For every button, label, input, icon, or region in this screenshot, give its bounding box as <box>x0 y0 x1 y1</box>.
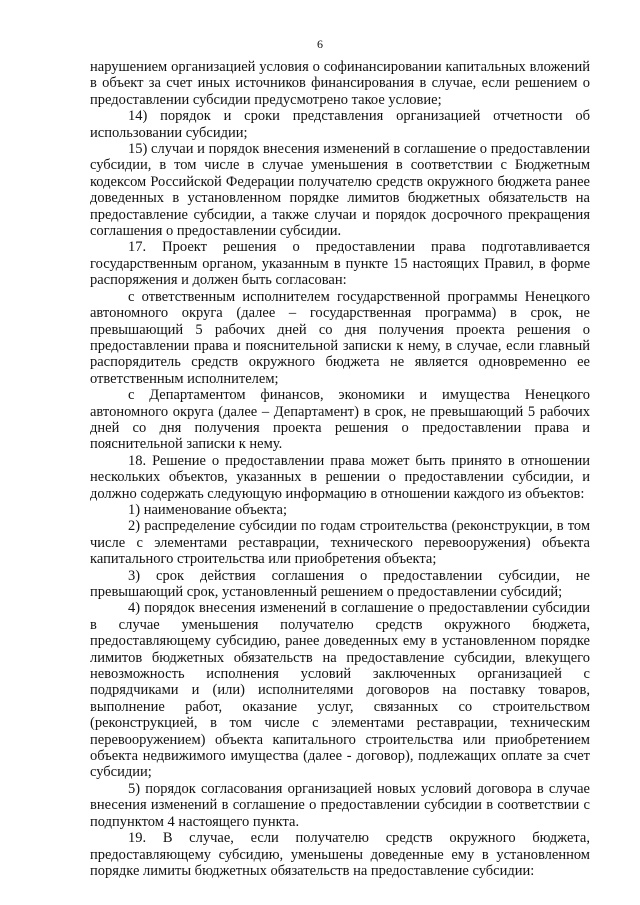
paragraph-item-1: 1) наименование объекта; <box>128 501 287 518</box>
paragraph-item-4: 4) порядок внесения изменений в соглашение о предоставлении субсидии в случае уменьшения получателю средств окружного бюджета, предоставляющему субсидию, ранее доведенных ему в установленном порядке лимитов бюджетных обязательств на предоставление субсидии, влекущего невозможность исполнения условий заключенных организацией с подрядчиками и (или) исполнителями договоров на поставку товаров, выполнение работ, оказание услуг, связанных со строительством (реконструкцией, в том числе с элементами реставрации, техническим перевооружением) объекта капитального строительства или приобретением объекта недвижимого имущества (далее - договор), подлежащих оплате за счет субсидии; <box>90 600 590 781</box>
paragraph-approval-program: с ответственным исполнителем государственной программы Ненецкого автономного округа (далее – государственная программа) в срок, не превышающий 5 рабочих дней со дня получения проекта решения о предоставлении права и пояснительной записки к нему, в случае, если главный распорядитель средств окружного бюджета не является одновременно ее ответственным исполнителем; <box>90 288 590 387</box>
paragraph-clause-19: 19. В случае, если получателю средств окружного бюджета, предоставляющему субсидию, уменьшены доведенные ему в установленном порядке лимиты бюджетных обязательств на предоставление субсидии: <box>90 830 590 879</box>
paragraph-approval-department: с Департаментом финансов, экономики и имущества Ненецкого автономного округа (далее – Департамент) в срок, не превышающий 5 рабочих дней со дня получения проекта решения о предоставлении права и пояснительной записки к нему. <box>90 387 590 453</box>
paragraph-continuation: нарушением организацией условия о софинансировании капитальных вложений в объект за счет иных источников финансирования в случае, если решением о предоставлении субсидии предусмотрено такое условие; <box>90 59 590 108</box>
paragraph-item-15: 15) случаи и порядок внесения изменений в соглашение о предоставлении субсидии, в том числе в случае уменьшения в соответствии с Бюджетным кодексом Российской Федерации получателю средств окружного бюджета ранее доведенных в установленном порядке лимитов бюджетных обязательств на предоставление субсидии, а также случаи и порядок досрочного прекращения соглашения о предоставлении субсидии. <box>90 141 590 240</box>
paragraph-item-5: 5) порядок согласования организацией новых условий договора в случае внесения изменений в соглашение о предоставлении субсидии в соответствии с подпунктом 4 настоящего пункта. <box>90 780 590 830</box>
paragraph-clause-17: 17. Проект решения о предоставлении права подготавливается государственным органом, указанным в пункте 15 настоящих Правил, в форме распоряжения и должен быть согласован: <box>90 239 590 289</box>
paragraph-item-2: 2) распределение субсидии по годам строительства (реконструкции, в том числе с элементами реставрации, технического перевооружения) объекта капитального строительства или приобретения объекта; <box>90 518 590 568</box>
document-body <box>90 59 590 879</box>
paragraph-clause-18: 18. Решение о предоставлении права может быть принято в отношении нескольких объектов, указанных в решении о предоставлении субсидии, и должно содержать следующую информацию в отношении каждого из объектов: <box>90 452 590 502</box>
paragraph-item-14: 14) порядок и сроки представления организацией отчетности об использовании субсидии; <box>90 108 590 141</box>
page-number: 6 <box>317 37 323 51</box>
paragraph-item-3: 3) срок действия соглашения о предоставлении субсидии, не превышающий срок, установленный решением о предоставлении субсидий; <box>90 567 590 600</box>
